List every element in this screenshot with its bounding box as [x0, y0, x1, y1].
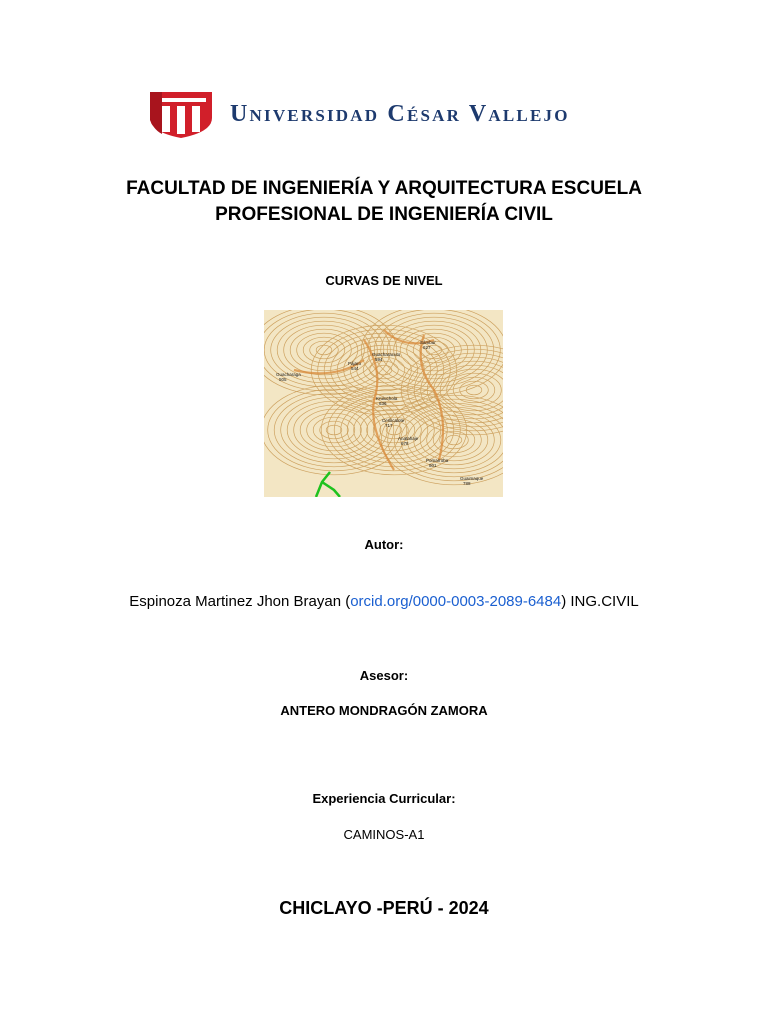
ucv-shield-icon [148, 88, 214, 140]
document-topic: CURVAS DE NIVEL [325, 273, 443, 288]
map-elevation-label: 678 [401, 441, 409, 446]
map-elevation-label: 636 [379, 401, 387, 406]
map-place-label: Pájaro [348, 361, 362, 366]
map-elevation-label: 788 [463, 481, 471, 486]
orcid-link[interactable]: orcid.org/0000-0003-2089-6484 [350, 593, 562, 610]
map-place-label: Guaimaque [460, 476, 484, 481]
university-name: Universidad César Vallejo [230, 100, 570, 127]
city-year: CHICLAYO -PERÚ - 2024 [279, 898, 489, 918]
map-place-label: Kruiuchola [376, 396, 398, 401]
map-place-label: Cerilicalote [382, 418, 405, 423]
map-place-label: Guacharacuto [372, 352, 401, 357]
author-name: Espinoza Martinez Jhon Brayan ( [129, 593, 351, 610]
topographic-map-icon [264, 310, 503, 497]
author-line [0, 593, 768, 610]
map-place-label: Guacharaga [276, 372, 301, 377]
map-elevation-label: 717 [385, 423, 393, 428]
author-label: Autor: [364, 537, 404, 552]
map-elevation-label: 801 [429, 463, 437, 468]
advisor-name: ANTERO MONDRAGÓN ZAMORA [280, 703, 488, 718]
topographic-map-image [264, 310, 503, 497]
map-elevation-label: 627 [423, 345, 431, 350]
map-elevation-label: 594 [375, 357, 383, 362]
map-elevation-label: 505 [279, 377, 287, 382]
course-name: CAMINOS-A1 [343, 827, 425, 842]
university-logo [148, 88, 570, 140]
advisor-label: Asesor: [359, 668, 409, 683]
faculty-title: FACULTAD DE INGENIERÍA Y ARQUITECTURA ESCUELA PROFESIONAL DE INGENIERÍA CIVIL [126, 178, 642, 225]
course-label: Experiencia Curricular: [312, 791, 456, 806]
map-place-label: Sámbur [420, 340, 436, 345]
map-place-label: Anatahaje [398, 436, 419, 441]
map-elevation-label: 544 [351, 366, 359, 371]
map-place-label: Pomarroba [426, 458, 449, 463]
author-suffix: ) ING.CIVIL [561, 593, 639, 610]
